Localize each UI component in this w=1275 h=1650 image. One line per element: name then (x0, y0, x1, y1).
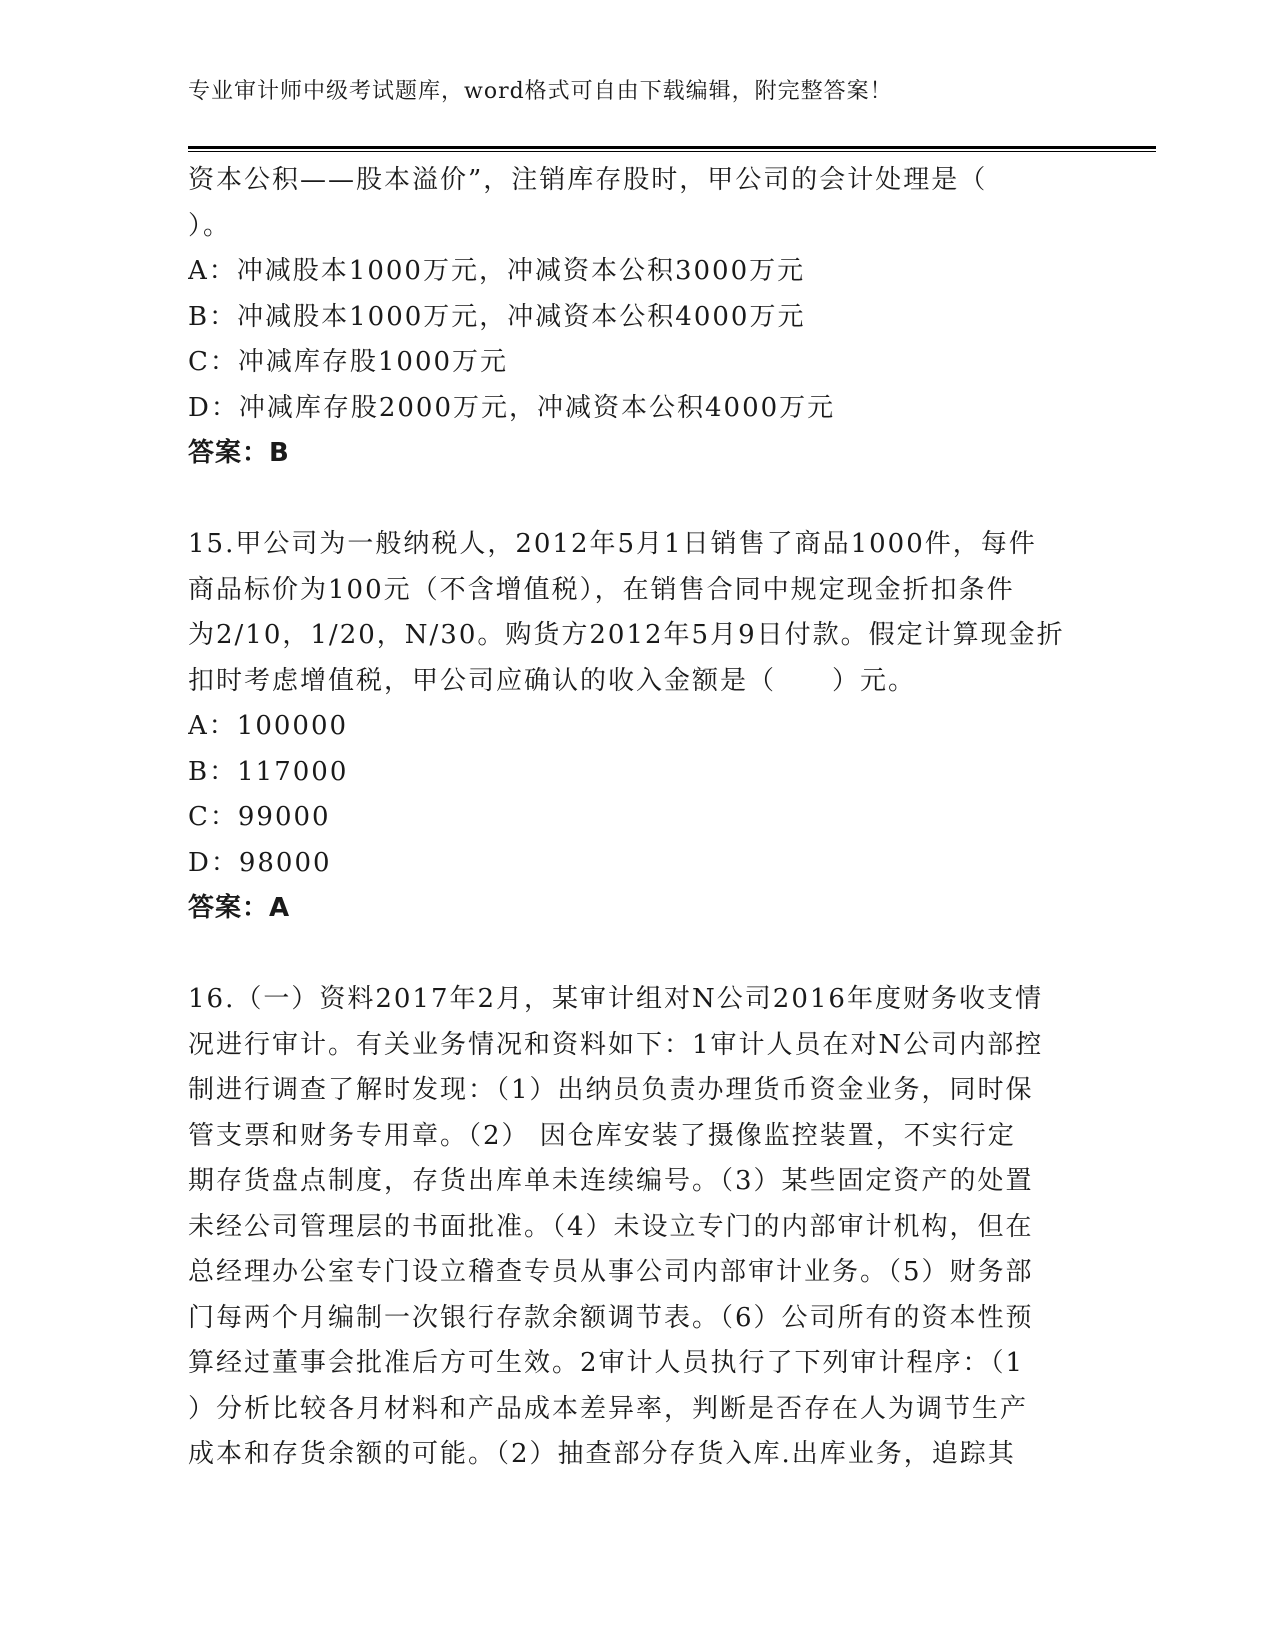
document-body (188, 158, 1088, 1478)
answer-line: 答案：A (188, 893, 291, 923)
question-stem-line: 总经理办公室专门设立稽查专员从事公司内部审计业务。（5）财务部 (188, 1257, 1034, 1287)
spacer (188, 477, 1088, 523)
option-b: B：117000 (188, 756, 349, 787)
question-stem-line: 制进行调查了解时发现：（1）出纳员负责办理货币资金业务，同时保 (188, 1075, 1034, 1105)
answer-line: 答案：B (188, 438, 290, 468)
question-stem-line: 管支票和财务专用章。（2） 因仓库安装了摄像监控装置，不实行定 (188, 1120, 1016, 1151)
question-stem-line: 算经过董事会批准后方可生效。2审计人员执行了下列审计程序：（1 (188, 1348, 1025, 1378)
option-a: A：冲减股本1000万元，冲减资本公积3000万元 (188, 256, 806, 286)
spacer (188, 932, 1088, 978)
question-stem-line: 16.（一）资料2017年2月，某审计组对N公司2016年度财务收支情 (188, 984, 1043, 1014)
question-stem-line: 扣时考虑增值税，甲公司应确认的收入金额是（ ）元。 (188, 665, 917, 696)
option-d: D：冲减库存股2000万元，冲减资本公积4000万元 (188, 392, 836, 423)
question-16 (188, 977, 1088, 1478)
option-c: C：99000 (188, 802, 331, 832)
question-stem-line: 况进行审计。有关业务情况和资料如下：1审计人员在对N公司内部控 (188, 1029, 1044, 1060)
option-a: A：100000 (188, 711, 349, 741)
question-stem-line: 成本和存货余额的可能。（2）抽查部分存货入库.出库业务，追踪其 (188, 1439, 1016, 1469)
question-15 (188, 522, 1088, 932)
option-b: B：冲减股本1000万元，冲减资本公积4000万元 (188, 301, 806, 332)
option-c: C：冲减库存股1000万元 (188, 347, 509, 377)
page-header: 专业审计师中级考试题库，word格式可自由下载编辑，附完整答案！ (188, 79, 893, 104)
option-d: D：98000 (188, 847, 332, 878)
question-stem-line: 期存货盘点制度，存货出库单未连续编号。（3）某些固定资产的处置 (188, 1166, 1034, 1196)
header-rule (188, 146, 1156, 152)
question-stem-line: 15.甲公司为一般纳税人，2012年5月1日销售了商品1000件，每件 (188, 529, 1037, 559)
question-14 (188, 158, 1088, 477)
question-stem-line: 门每两个月编制一次银行存款余额调节表。（6）公司所有的资本性预 (188, 1302, 1034, 1333)
question-stem-line: 为2/10，1/20，N/30。购货方2012年5月9日付款。假定计算现金折 (188, 620, 1065, 650)
question-stem-line: ）分析比较各月材料和产品成本差异率，判断是否存在人为调节生产 (188, 1393, 1029, 1424)
question-stem-line: ）。 (188, 210, 232, 241)
question-stem-line: 资本公积——股本溢价”，注销库存股时，甲公司的会计处理是（ (188, 165, 988, 195)
question-stem-line: 未经公司管理层的书面批准。（4）未设立专门的内部审计机构，但在 (188, 1211, 1034, 1242)
question-stem-line: 商品标价为100元（不含增值税），在销售合同中规定现金折扣条件 (188, 574, 1015, 605)
